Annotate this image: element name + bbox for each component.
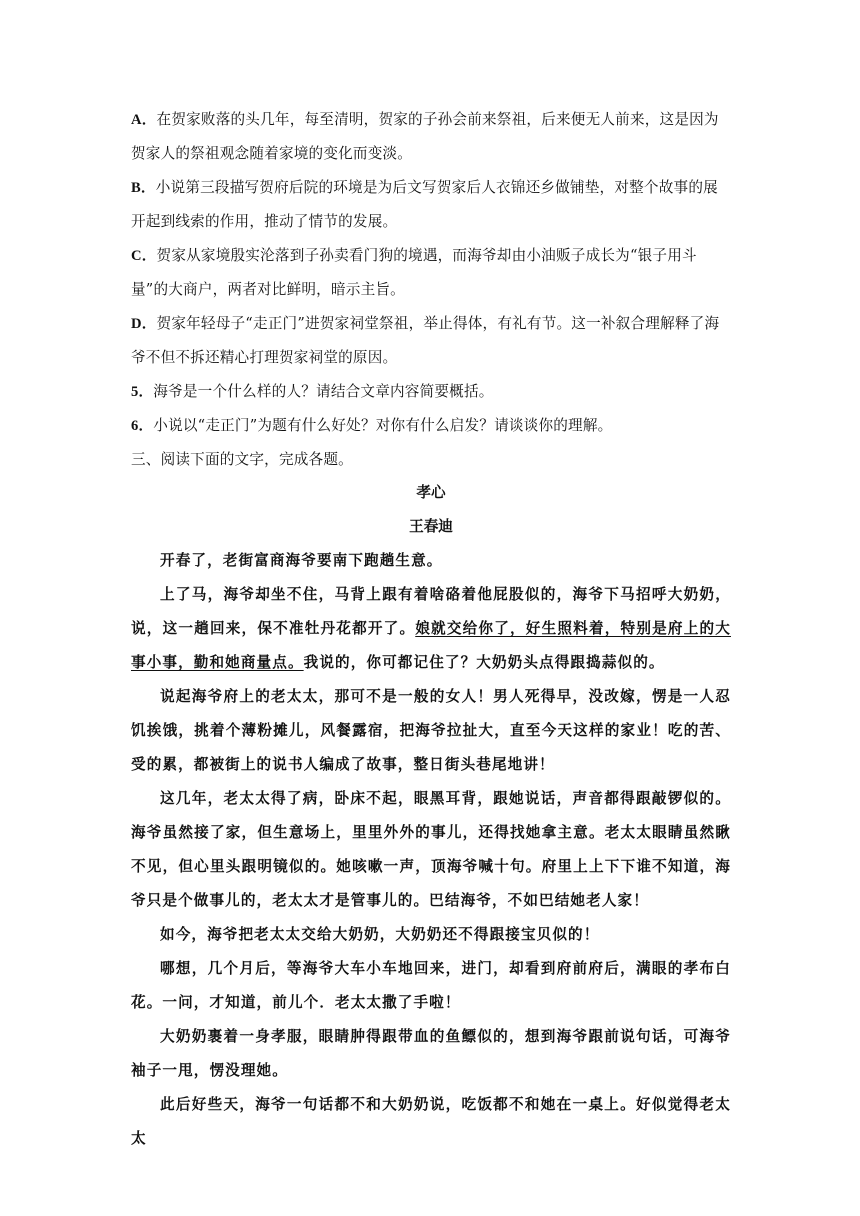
option-letter: D． bbox=[131, 316, 157, 332]
story-paragraph bbox=[131, 578, 731, 680]
option-c bbox=[131, 239, 731, 307]
story-paragraph: 哪想，几个月后，等海爷大车小车地回来，进门，却看到府前府后，满眼的孝布白花。一问，才知道，前儿个．老太太撒了手啦！ bbox=[131, 960, 731, 1011]
option-a bbox=[131, 103, 731, 171]
option-text: 贺家年轻母子“走正门”进贺家祠堂祭祖，举止得体，有礼有节。这一补叙合理解释了海爷不但不拆还精心打理贺家祠堂的原因。 bbox=[131, 315, 720, 366]
question-6 bbox=[131, 409, 731, 443]
question-number: 6． bbox=[131, 418, 154, 434]
option-letter: A． bbox=[131, 112, 157, 128]
story-paragraph: 如今，海爷把老太太交给大奶奶，大奶奶还不得跟接宝贝似的！ bbox=[160, 926, 600, 943]
story-author: 王春迪 bbox=[409, 518, 453, 535]
story-text: 上了马，海爷却坐不住，马背上跟有着啥硌着他屁股似的，海爷下马招呼大奶奶，说，这一趟回来，保不准牡丹花都开了。 bbox=[131, 586, 731, 637]
option-text: 在贺家败落的头几年，每至清明，贺家的子孙会前来祭祖，后来便无人前来，这是因为贺家人的祭祖观念随着家境的变化而变淡。 bbox=[131, 111, 719, 162]
option-b bbox=[131, 171, 731, 239]
story-paragraph: 这几年，老太太得了病，卧床不起，眼黑耳背，跟她说话，声音都得跟敲锣似的。海爷虽然接了家，但生意场上，里里外外的事儿，还得找她拿主意。老太太眼睛虽然瞅不见，但心里头跟明镜似的。她咳嗽一声，顶海爷喊十句。府里上上下下谁不知道，海爷只是个做事儿的，老太太才是管事儿的。巴结海爷，不如巴结她老人家！ bbox=[131, 790, 731, 909]
story-title: 孝心 bbox=[416, 484, 446, 501]
story-text: 我说的，你可都记住了？大奶奶头点得跟捣蒜似的。 bbox=[303, 654, 665, 671]
story bbox=[131, 476, 731, 1156]
question-number: 5． bbox=[131, 384, 154, 400]
option-letter: C． bbox=[131, 248, 157, 264]
option-text: 贺家从家境殷实沦落到子孙卖看门狗的境遇，而海爷却由小油贩子成长为“银子用斗量”的大商户，两者对比鲜明，暗示主旨。 bbox=[131, 247, 697, 298]
option-text: 小说第三段描写贺府后院的环境是为后文写贺家后人衣锦还乡做铺垫，对整个故事的展开起到线索的作用，推动了情节的发展。 bbox=[131, 179, 718, 230]
section-heading: 三、阅读下面的文字，完成各题。 bbox=[131, 451, 353, 468]
underlined-sentence: 娘就交给你了，好生照料着，特别是府上的大事小事，勤和她商量点。 bbox=[131, 620, 731, 671]
story-paragraph: 大奶奶裹着一身孝服，眼睛肿得跟带血的鱼鳔似的，想到海爷跟前说句话，可海爷袖子一甩，愣没理她。 bbox=[131, 1028, 731, 1079]
story-paragraph: 说起海爷府上的老太太，那可不是一般的女人！男人死得早，没改嫁，愣是一人忍饥挨饿，挑着个薄粉摊儿，风餐露宿，把海爷拉扯大，直至今天这样的家业！吃的苦、受的累，都被街上的说书人编成了故事，整日街头巷尾地讲！ bbox=[131, 688, 731, 773]
answer-options bbox=[131, 103, 731, 477]
story-paragraph: 此后好些天，海爷一句话都不和大奶奶说，吃饭都不和她在一桌上。好似觉得老太太 bbox=[131, 1096, 731, 1147]
question-text: 海爷是一个什么样的人？请结合文章内容简要概括。 bbox=[153, 383, 494, 400]
option-d bbox=[131, 307, 731, 375]
story-paragraph: 开春了，老街富商海爷要南下跑趟生意。 bbox=[160, 552, 443, 569]
question-text: 小说以“走正门”为题有什么好处？对你有什么启发？请谈谈你的理解。 bbox=[153, 417, 613, 434]
option-letter: B． bbox=[131, 180, 156, 196]
question-5 bbox=[131, 375, 731, 409]
